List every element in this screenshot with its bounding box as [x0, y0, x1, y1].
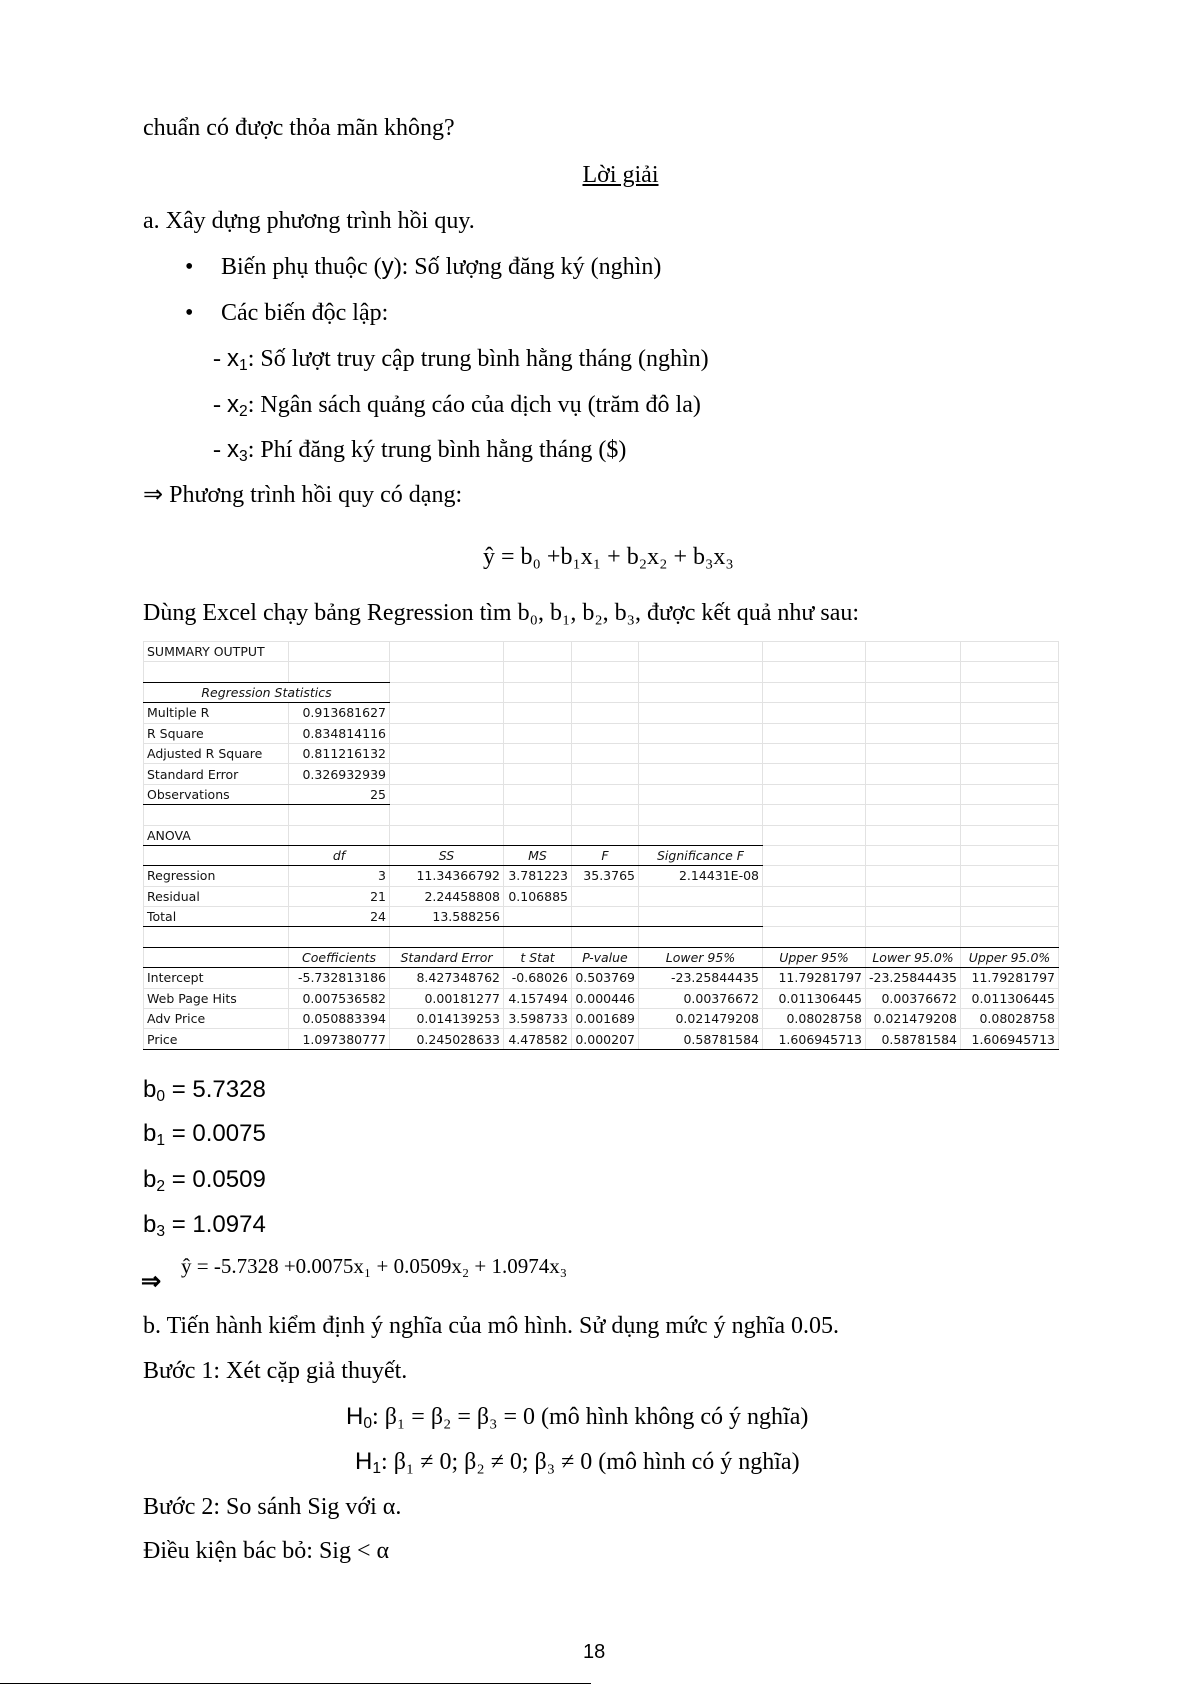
var: x	[227, 391, 239, 418]
regression-equation: ŷ = b₀ +b₁x₁ + b₂x₂ + b₃x₃	[483, 544, 734, 570]
anova-header-row	[144, 845, 1059, 865]
step-2: Bước 2: So sánh Sig với α.	[143, 1494, 402, 1520]
table-cell: 0.00376672	[866, 988, 961, 1008]
table-cell	[289, 642, 390, 662]
table-cell: 8.427348762	[390, 968, 504, 988]
table-cell: 0.007536582	[289, 988, 390, 1008]
table-cell: 0.011306445	[763, 988, 866, 1008]
step-1: Bước 1: Xét cặp giả thuyết.	[143, 1358, 408, 1384]
table-cell: Residual	[144, 886, 289, 906]
table-cell	[639, 682, 763, 702]
name: b	[143, 1166, 157, 1193]
table-cell: 3.781223	[504, 866, 572, 886]
table-cell	[504, 662, 572, 682]
table-cell	[961, 662, 1059, 682]
table-cell: Price	[144, 1029, 289, 1049]
coef-row	[144, 1029, 1059, 1049]
table-cell: 0.00181277	[390, 988, 504, 1008]
table-cell: 0.014139253	[390, 1009, 504, 1029]
table-cell	[763, 743, 866, 763]
table-cell: 0.00376672	[639, 988, 763, 1008]
table-cell	[639, 764, 763, 784]
table-cell	[504, 927, 572, 947]
table-cell	[572, 743, 639, 763]
table-cell	[639, 805, 763, 825]
table-cell: 3	[289, 866, 390, 886]
var: x	[227, 436, 239, 463]
text: : β₁ ≠ 0; β₂ ≠ 0; β₃ ≠ 0 (mô hình có ý nghĩa)	[381, 1449, 800, 1475]
table-cell	[572, 805, 639, 825]
table-cell	[866, 784, 961, 804]
reg-stats-row	[144, 784, 1059, 804]
table-cell: 0.58781584	[639, 1029, 763, 1049]
table-cell	[289, 662, 390, 682]
table-cell	[572, 886, 639, 906]
table-cell: t Stat	[504, 947, 572, 967]
table-cell	[866, 825, 961, 845]
table-cell	[763, 764, 866, 784]
table-cell	[639, 662, 763, 682]
table-cell: 4.157494	[504, 988, 572, 1008]
table-cell	[866, 662, 961, 682]
table-cell	[639, 825, 763, 845]
table-cell	[390, 825, 504, 845]
table-cell	[572, 907, 639, 927]
table-cell	[390, 805, 504, 825]
table-cell	[504, 682, 572, 702]
table-row	[144, 662, 1059, 682]
table-cell	[961, 866, 1059, 886]
table-cell	[390, 642, 504, 662]
table-cell: 3.598733	[504, 1009, 572, 1029]
table-cell	[763, 866, 866, 886]
sub: 3	[156, 1222, 166, 1240]
table-cell: SUMMARY OUTPUT	[144, 642, 289, 662]
table-cell: Regression Statistics	[144, 682, 390, 702]
table-cell: 13.588256	[390, 907, 504, 927]
anova-row	[144, 886, 1059, 906]
table-cell	[144, 845, 289, 865]
table-cell	[144, 805, 289, 825]
table-cell	[866, 907, 961, 927]
table-cell: 0.08028758	[763, 1009, 866, 1029]
text: Biến phụ thuộc (	[221, 254, 382, 280]
equation-intro: ⇒ Phương trình hồi quy có dạng:	[143, 482, 463, 508]
table-cell: 21	[289, 886, 390, 906]
table-cell	[961, 784, 1059, 804]
text: ): Số lượng đăng ký (nghìn)	[393, 254, 662, 280]
table-cell	[763, 703, 866, 723]
table-cell	[961, 907, 1059, 927]
table-cell: 11.79281797	[961, 968, 1059, 988]
table-cell: 25	[289, 784, 390, 804]
page-number: 18	[583, 1641, 606, 1663]
table-cell	[763, 682, 866, 702]
table-cell	[866, 927, 961, 947]
table-cell: Coefficients	[289, 947, 390, 967]
anova-title-row	[144, 825, 1059, 845]
table-cell: Web Page Hits	[144, 988, 289, 1008]
table-cell: R Square	[144, 723, 289, 743]
table-cell	[639, 907, 763, 927]
table-cell: 0.021479208	[639, 1009, 763, 1029]
table-cell	[639, 703, 763, 723]
var: x	[227, 345, 239, 372]
table-cell	[866, 723, 961, 743]
table-cell	[289, 825, 390, 845]
label: H	[346, 1403, 364, 1430]
table-cell	[961, 845, 1059, 865]
part-b-heading: b. Tiến hành kiểm định ý nghĩa của mô hình. Sử dụng mức ý nghĩa 0.05.	[143, 1313, 839, 1339]
table-cell	[390, 682, 504, 702]
reg-stats-row	[144, 703, 1059, 723]
sub: 0	[156, 1087, 166, 1105]
table-cell	[639, 886, 763, 906]
table-cell	[390, 703, 504, 723]
table-cell	[866, 764, 961, 784]
table-cell	[961, 703, 1059, 723]
table-cell	[639, 723, 763, 743]
table-cell	[504, 805, 572, 825]
anova-row	[144, 866, 1059, 886]
var-x1: - $x_1$: Số lượt truy cập trung bình hằng tháng (nghìn)	[213, 345, 709, 374]
sub: 3	[239, 447, 248, 465]
table-cell	[639, 642, 763, 662]
table-cell	[961, 682, 1059, 702]
table-cell: Lower 95.0%	[866, 947, 961, 967]
coef-b0	[143, 1076, 266, 1104]
table-cell	[866, 703, 961, 723]
table-cell: 11.79281797	[763, 968, 866, 988]
table-cell: -23.25844435	[639, 968, 763, 988]
table-cell: Multiple R	[144, 703, 289, 723]
anova-row	[144, 907, 1059, 927]
implies-arrow: ⇒	[141, 1268, 162, 1295]
table-cell	[390, 927, 504, 947]
table-cell: ANOVA	[144, 825, 289, 845]
table-cell	[390, 784, 504, 804]
reg-stats-row	[144, 764, 1059, 784]
table-cell: 0.326932939	[289, 764, 390, 784]
name: b	[143, 1211, 157, 1238]
sub: 1	[239, 356, 248, 374]
solution-title: Lời giải	[582, 162, 659, 188]
table-cell	[504, 784, 572, 804]
table-cell	[572, 662, 639, 682]
regression-output-table	[143, 641, 1059, 1050]
excel-intro: Dùng Excel chạy bảng Regression tìm b₀, b₁, b₂, b₃, được kết quả như sau:	[143, 600, 860, 626]
table-cell	[390, 743, 504, 763]
table-cell: 0.011306445	[961, 988, 1059, 1008]
table-cell: Upper 95.0%	[961, 947, 1059, 967]
table-cell: 1.606945713	[961, 1029, 1059, 1049]
table-cell	[866, 886, 961, 906]
table-cell: Adv Price	[144, 1009, 289, 1029]
table-cell	[504, 703, 572, 723]
table-cell	[572, 825, 639, 845]
summary-title-row	[144, 642, 1059, 662]
coef-row	[144, 1009, 1059, 1029]
table-cell: SS	[390, 845, 504, 865]
table-cell: -23.25844435	[866, 968, 961, 988]
coef-header-row	[144, 947, 1059, 967]
table-cell: 0.000207	[572, 1029, 639, 1049]
table-cell: 11.34366792	[390, 866, 504, 886]
table-cell	[866, 642, 961, 662]
table-cell	[866, 805, 961, 825]
table-cell: Adjusted R Square	[144, 743, 289, 763]
table-cell	[639, 927, 763, 947]
table-cell: 4.478582	[504, 1029, 572, 1049]
table-cell	[763, 784, 866, 804]
table-cell: 0.021479208	[866, 1009, 961, 1029]
table-cell	[961, 886, 1059, 906]
table-cell	[572, 642, 639, 662]
table-cell: 1.606945713	[763, 1029, 866, 1049]
table-cell	[763, 886, 866, 906]
coef-b1	[143, 1120, 266, 1148]
table-cell	[504, 825, 572, 845]
table-cell	[289, 805, 390, 825]
table-cell: 35.3765	[572, 866, 639, 886]
table-cell: 0.503769	[572, 968, 639, 988]
reg-stats-row	[144, 743, 1059, 763]
table-cell	[144, 947, 289, 967]
table-cell: 0.245028633	[390, 1029, 504, 1049]
table-cell: 0.834814116	[289, 723, 390, 743]
table-cell: 0.106885	[504, 886, 572, 906]
coef-row	[144, 968, 1059, 988]
table-cell	[390, 723, 504, 743]
table-cell	[504, 764, 572, 784]
table-cell: Intercept	[144, 968, 289, 988]
reject-condition: Điều kiện bác bỏ: Sig < α	[143, 1538, 390, 1564]
sub: 2	[239, 402, 248, 420]
part-a-heading: a. Xây dựng phương trình hồi quy.	[143, 208, 475, 234]
table-cell: F	[572, 845, 639, 865]
table-cell	[572, 927, 639, 947]
var-x2: - $x_2$: Ngân sách quảng cáo của dịch vụ (trăm đô la)	[213, 391, 701, 420]
text: : β₁ = β₂ = β₃ = 0 (mô hình không có ý nghĩa)	[372, 1404, 809, 1430]
name: b	[143, 1120, 157, 1147]
table-cell: Observations	[144, 784, 289, 804]
bullet-icon: •	[185, 254, 194, 280]
table-cell	[144, 662, 289, 682]
table-cell: 0.050883394	[289, 1009, 390, 1029]
coef-row	[144, 988, 1059, 1008]
table-cell	[572, 723, 639, 743]
table-cell	[961, 764, 1059, 784]
table-cell	[572, 703, 639, 723]
table-cell	[866, 682, 961, 702]
table-cell	[390, 662, 504, 682]
sub: 1	[156, 1131, 166, 1149]
table-cell: Standard Error	[390, 947, 504, 967]
table-cell: 0.58781584	[866, 1029, 961, 1049]
var: y	[381, 253, 394, 280]
table-cell: -0.68026	[504, 968, 572, 988]
coef-b2	[143, 1166, 266, 1194]
sub: 0	[363, 1414, 373, 1432]
table-cell	[572, 784, 639, 804]
desc: : Số lượt truy cập trung bình hằng tháng (nghìn)	[247, 346, 709, 372]
reg-stats-row	[144, 723, 1059, 743]
table-cell	[639, 743, 763, 763]
table-cell: Upper 95%	[763, 947, 866, 967]
value: = 1.0974	[165, 1211, 266, 1238]
table-cell	[504, 642, 572, 662]
table-cell: Regression	[144, 866, 289, 886]
table-cell	[763, 907, 866, 927]
table-row	[144, 927, 1059, 947]
table-cell	[866, 866, 961, 886]
table-cell: Total	[144, 907, 289, 927]
table-cell	[763, 723, 866, 743]
table-cell: P-value	[572, 947, 639, 967]
table-cell	[144, 927, 289, 947]
name: b	[143, 1076, 157, 1103]
table-cell: MS	[504, 845, 572, 865]
table-cell: df	[289, 845, 390, 865]
table-cell	[763, 642, 866, 662]
table-cell	[961, 743, 1059, 763]
table-cell	[504, 907, 572, 927]
table-cell: 24	[289, 907, 390, 927]
table-cell	[961, 927, 1059, 947]
table-cell	[572, 764, 639, 784]
reg-stats-header-row	[144, 682, 1059, 702]
table-cell	[390, 764, 504, 784]
table-cell: 0.000446	[572, 988, 639, 1008]
desc: : Phí đăng ký trung bình hằng tháng ($)	[247, 437, 627, 463]
table-row	[144, 805, 1059, 825]
table-cell	[763, 825, 866, 845]
table-cell: 0.001689	[572, 1009, 639, 1029]
table-cell: 0.08028758	[961, 1009, 1059, 1029]
coef-b3	[143, 1211, 266, 1239]
table-cell	[639, 784, 763, 804]
sub: 2	[156, 1177, 166, 1195]
desc: : Ngân sách quảng cáo của dịch vụ (trăm đô la)	[247, 392, 701, 418]
sub: 1	[372, 1459, 382, 1477]
hypothesis-h1	[355, 1448, 800, 1476]
table-cell	[763, 927, 866, 947]
final-equation: ŷ = -5.7328 +0.0075x₁ + 0.0509x₂ + 1.0974x₃	[181, 1254, 568, 1278]
table-cell	[961, 642, 1059, 662]
table-cell	[763, 845, 866, 865]
label: H	[355, 1448, 373, 1475]
value: = 5.7328	[165, 1076, 266, 1103]
table-cell: Lower 95%	[639, 947, 763, 967]
table-cell: 1.097380777	[289, 1029, 390, 1049]
table-cell	[961, 805, 1059, 825]
intro-line: chuẩn có được thỏa mãn không?	[143, 115, 455, 141]
var-x3: - $x_3$: Phí đăng ký trung bình hằng tháng ($)	[213, 436, 627, 465]
table-cell: Significance F	[639, 845, 763, 865]
footer-divider	[0, 1683, 591, 1684]
table-cell	[504, 743, 572, 763]
table-cell	[504, 723, 572, 743]
bullet-independent	[185, 299, 388, 327]
bullet-dependent	[185, 253, 661, 281]
text: Các biến độc lập:	[221, 300, 389, 326]
table-cell: 2.14431E-08	[639, 866, 763, 886]
table-cell	[763, 805, 866, 825]
table-cell	[572, 682, 639, 702]
hypothesis-h0	[346, 1403, 808, 1431]
table-cell: 0.913681627	[289, 703, 390, 723]
table-cell: Standard Error	[144, 764, 289, 784]
value: = 0.0075	[165, 1120, 266, 1147]
bullet-icon: •	[185, 300, 194, 326]
table-cell: 0.811216132	[289, 743, 390, 763]
table-cell	[763, 662, 866, 682]
table-cell	[866, 743, 961, 763]
table-cell	[961, 723, 1059, 743]
value: = 0.0509	[165, 1166, 266, 1193]
table-cell	[289, 927, 390, 947]
table-cell: -5.732813186	[289, 968, 390, 988]
table-cell: 2.24458808	[390, 886, 504, 906]
table-cell	[866, 845, 961, 865]
table-cell	[961, 825, 1059, 845]
